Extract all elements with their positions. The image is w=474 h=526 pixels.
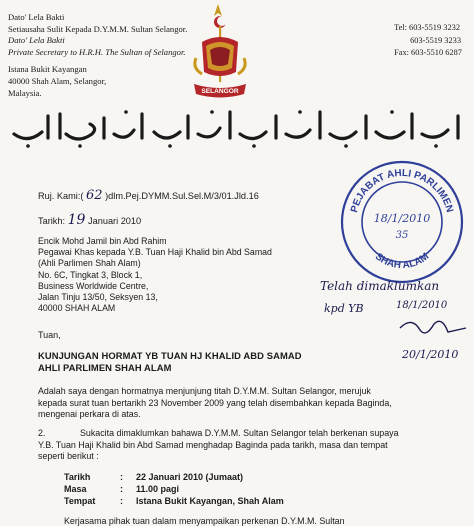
paragraph-line: Sukacita dimaklumkan bahawa D.Y.M.M. Sultan Selangor telah berkenan supaya bbox=[80, 428, 399, 438]
reference-line bbox=[38, 188, 259, 203]
paragraph-line: seperti berikut : bbox=[38, 451, 99, 462]
appointment-schedule bbox=[64, 472, 284, 507]
sender-title-en: Dato' Lela Bakti bbox=[8, 35, 65, 46]
paragraph-line: Y.B. Tuan Haji Khalid bin Abd Samad menghadap Baginda pada tarikh, masa dan tempat bbox=[38, 439, 388, 450]
date-label: Tarikh: bbox=[38, 216, 66, 226]
paragraph-2 bbox=[38, 428, 399, 463]
paragraph-2-number: 2. bbox=[38, 428, 46, 438]
stamp-date: 18/1/2010 bbox=[373, 212, 431, 225]
crest-label: SELANGOR bbox=[201, 88, 239, 95]
paragraph-3-partial: Kerjasama pihak tuan dalam menyampaikan perkenan D.Y.M.M. Sultan bbox=[64, 516, 345, 526]
subject-heading bbox=[38, 350, 302, 375]
note-date-1: 18/1/2010 bbox=[396, 300, 448, 311]
address-line: Pegawai Khas kepada Y.B. Tuan Haji Khalid bin Abd Samad bbox=[38, 247, 272, 258]
svg-text:SHAH ALAM bbox=[373, 251, 431, 271]
note-line-1: Telah dimaklumkan bbox=[320, 279, 440, 293]
address-line: No. 6C, Tingkat 3, Block 1, bbox=[38, 269, 143, 280]
paragraph-1 bbox=[38, 386, 392, 421]
sender-title: Dato' Lela Bakti bbox=[8, 12, 65, 22]
schedule-row: Masa : 11.00 pagi bbox=[64, 484, 284, 496]
schedule-key: Tempat bbox=[64, 495, 96, 506]
address-line: Jalan Tinju 13/50, Seksyen 13, bbox=[38, 292, 158, 303]
reference-number: 62 bbox=[86, 188, 103, 203]
stamp-number: 35 bbox=[395, 230, 409, 241]
stamp-bottom-text: SHAH ALAM bbox=[372, 251, 432, 272]
note-date-2: 20/1/2010 bbox=[402, 348, 459, 361]
sender-address-line: 40000 Shah Alam, Selangor, bbox=[8, 75, 107, 86]
recipient-address bbox=[38, 236, 272, 314]
salutation: Tuan, bbox=[38, 330, 61, 340]
address-line: (Ahli Parlimen Shah Alam) bbox=[38, 258, 141, 269]
schedule-value: Istana Bukit Kayangan, Shah Alam bbox=[136, 495, 284, 506]
subject-line-2: AHLI PARLIMEN SHAH ALAM bbox=[38, 362, 172, 374]
sender-position: Setiausaha Sulit Kepada D.Y.M.M. Sultan Selangor. bbox=[8, 23, 188, 34]
selangor-crest-logo bbox=[188, 2, 252, 108]
fax-number: Fax: 603-5510 6287 bbox=[394, 48, 462, 58]
paragraph-line: mengenai perkara di atas. bbox=[38, 409, 141, 420]
schedule-value: 22 Januari 2010 (Jumaat) bbox=[136, 472, 244, 482]
schedule-key: Tarikh bbox=[64, 472, 91, 482]
note-line-2: kpd YB bbox=[324, 302, 364, 315]
telephone-2: 603-5519 3233 bbox=[410, 35, 462, 45]
stamp-top-text: PEJABAT AHLI PARLIMEN bbox=[349, 167, 455, 214]
jawi-calligraphy-banner bbox=[8, 104, 468, 150]
sender-block bbox=[8, 12, 187, 99]
schedule-row: Tarikh : 22 Januari 2010 (Jumaat) bbox=[64, 472, 284, 484]
address-line: 40000 SHAH ALAM bbox=[38, 303, 116, 314]
contact-block bbox=[394, 22, 462, 60]
schedule-row: Tempat : Istana Bukit Kayangan, Shah Alam bbox=[64, 495, 284, 506]
reference-label: Ruj. Kami:( bbox=[38, 191, 84, 201]
date-day: 19 bbox=[67, 212, 86, 228]
date-month-year: Januari 2010 bbox=[88, 216, 142, 226]
address-line: Business Worldwide Centre, bbox=[38, 280, 149, 291]
sender-address-line: Istana Bukit Kayangan bbox=[8, 64, 87, 75]
paragraph-line: kepada surat tuan bertarikh 23 November 2009 yang telah disembahkan kepada Baginda, bbox=[38, 397, 392, 408]
telephone-1: Tel: 603-5519 3232 bbox=[394, 23, 461, 32]
sender-position-en: Private Secretary to H.R.H. The Sultan of Selangor. bbox=[8, 46, 186, 57]
sender-address-line: Malaysia. bbox=[8, 87, 42, 98]
date-line bbox=[38, 212, 141, 228]
subject-line-1: KUNJUNGAN HORMAT YB TUAN HJ KHALID ABD SAMAD bbox=[38, 350, 302, 361]
received-stamp bbox=[338, 158, 466, 286]
address-line: Encik Mohd Jamil bin Abd Rahim bbox=[38, 236, 167, 246]
schedule-value: 11.00 pagi bbox=[136, 483, 180, 494]
schedule-key: Masa bbox=[64, 483, 87, 494]
reference-code: )dlm.Pej.DYMM.Sul.Sel.M/3/01.Jld.16 bbox=[105, 191, 259, 201]
handwritten-note bbox=[316, 272, 472, 364]
paragraph-line: Adalah saya dengan hormatnya menjunjung titah D.Y.M.M. Sultan Selangor, merujuk bbox=[38, 386, 371, 396]
signature-mark bbox=[400, 321, 466, 333]
